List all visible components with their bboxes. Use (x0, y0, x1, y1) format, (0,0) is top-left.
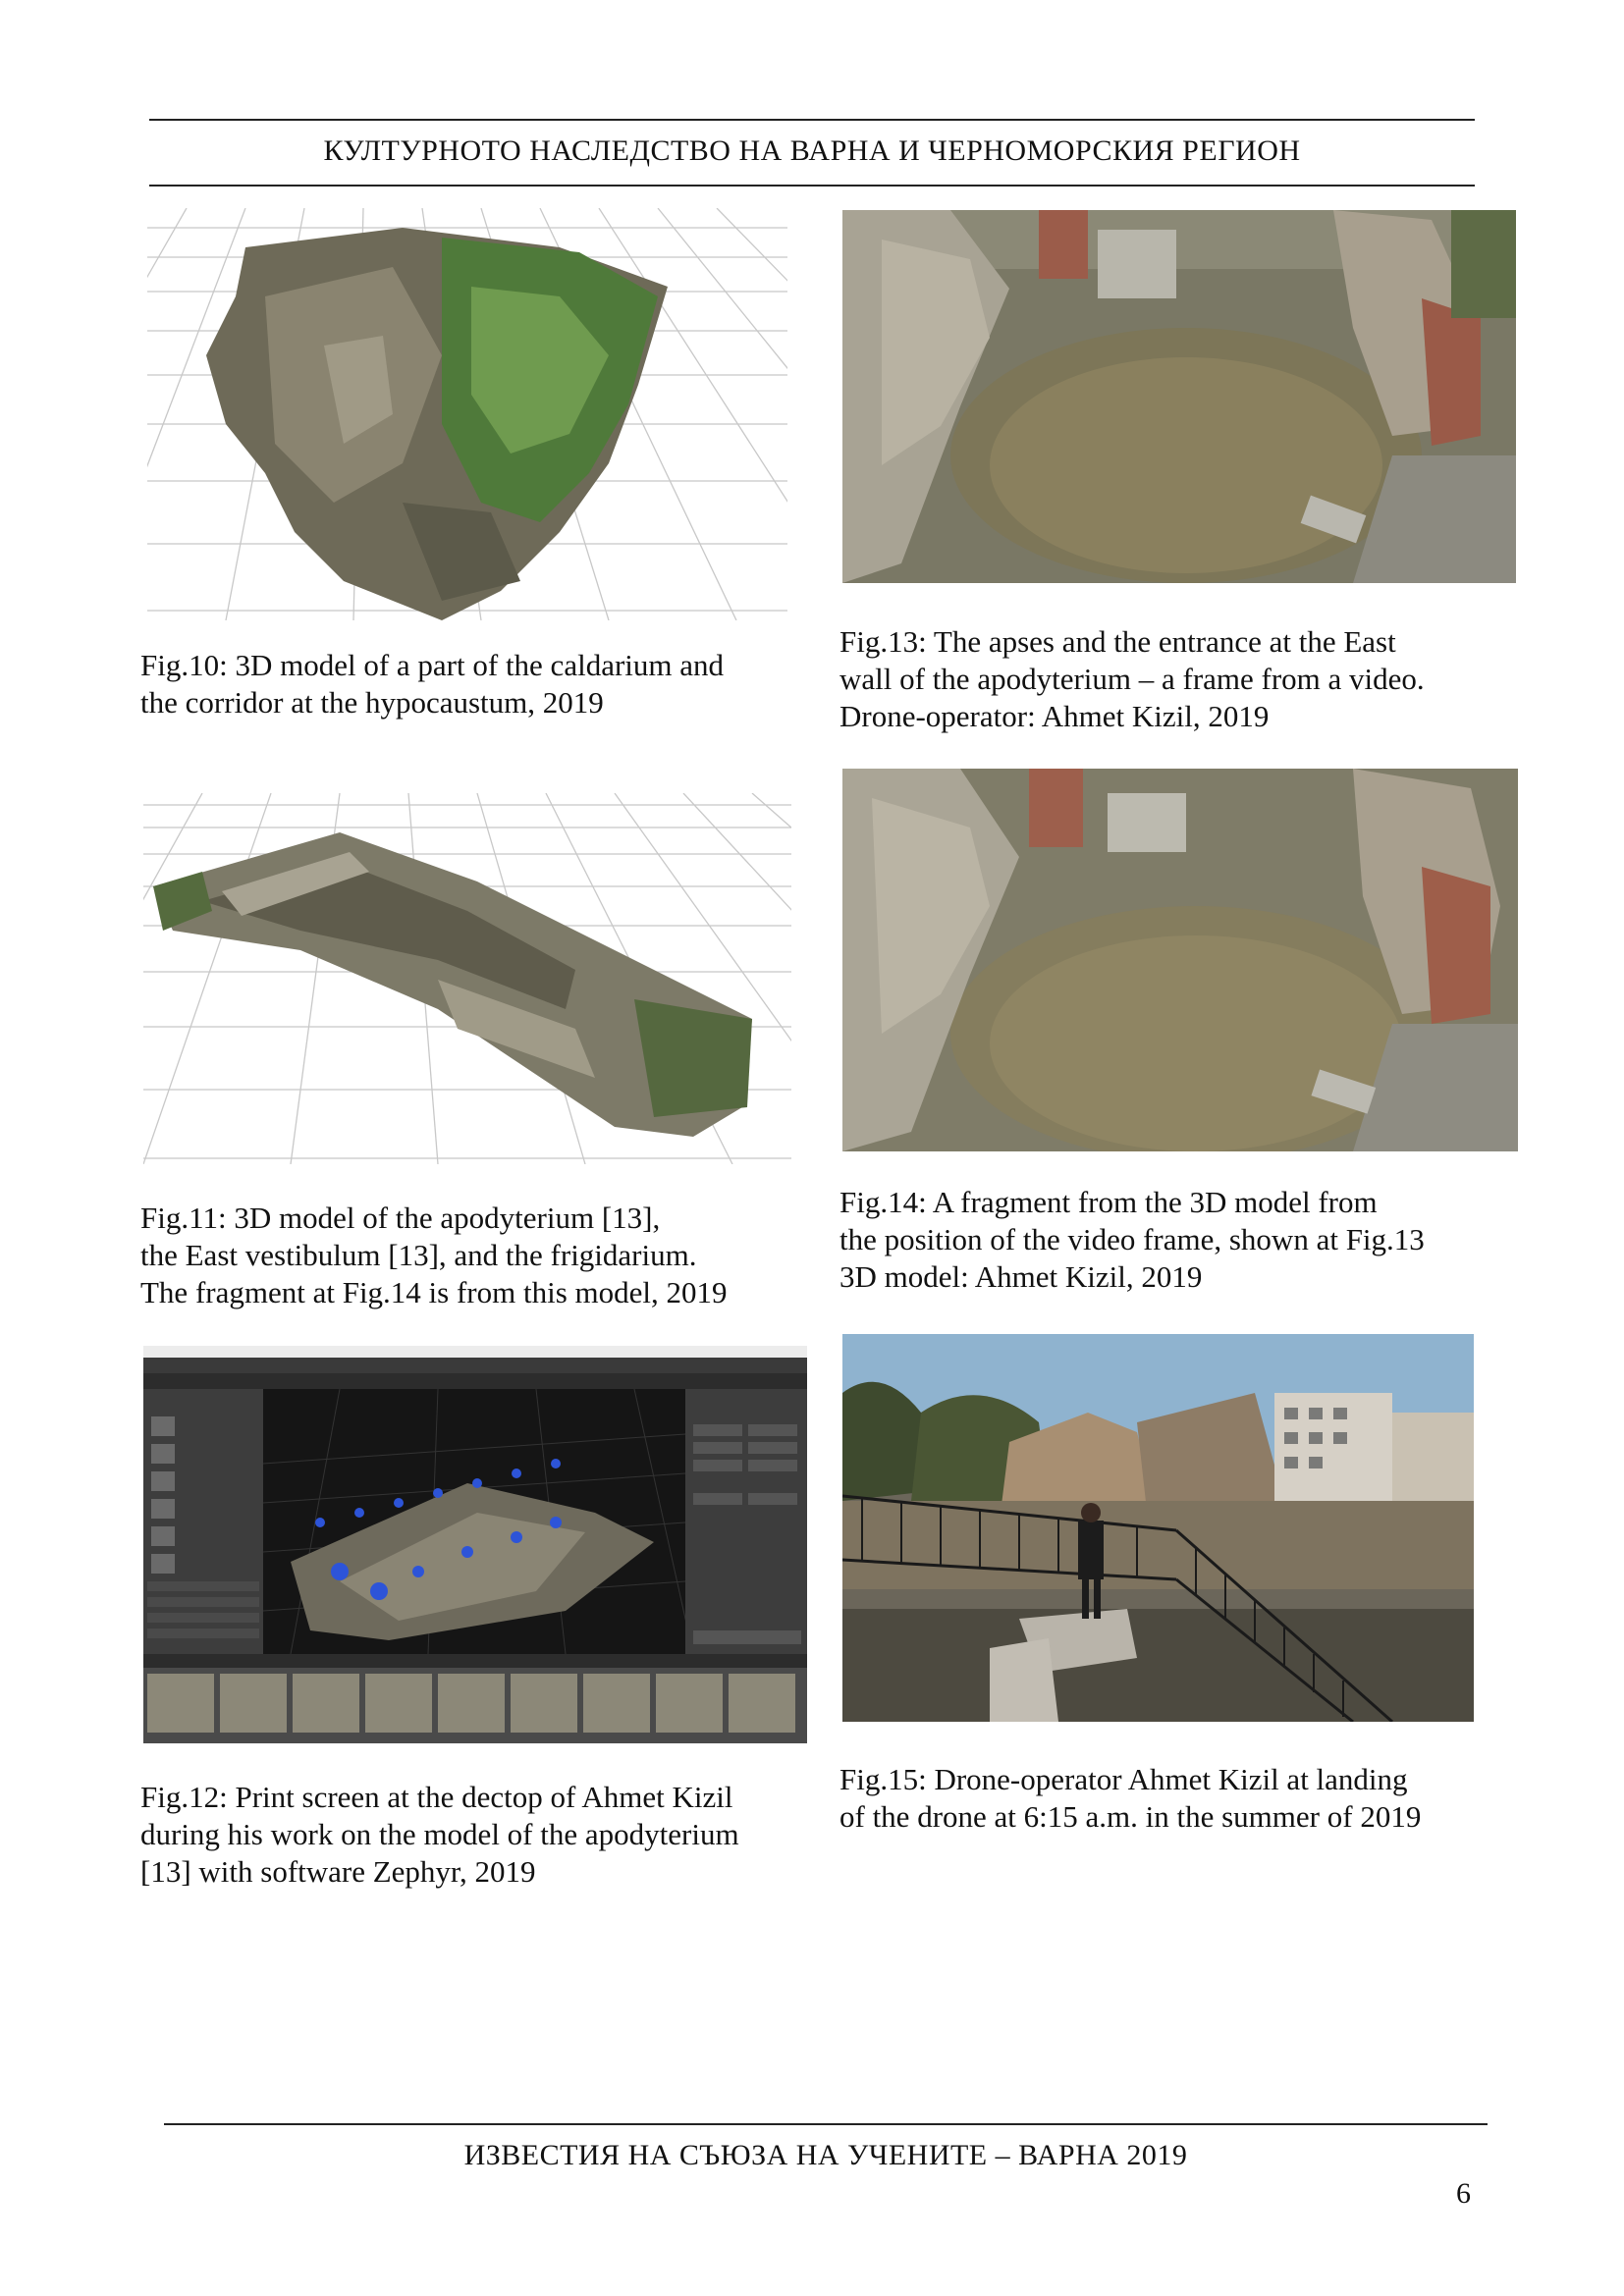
caption-line: the position of the video frame, shown at Fig.13 (839, 1222, 1425, 1256)
fig11-image (143, 793, 791, 1164)
caption-line: Fig.15: Drone-operator Ahmet Kizil at landing (839, 1762, 1408, 1796)
footer-rule (164, 2123, 1488, 2125)
fig13-caption (839, 623, 1425, 735)
fig15-caption (839, 1761, 1421, 1836)
caption-line: Fig.13: The apses and the entrance at the East (839, 624, 1396, 659)
header-bottom-rule (149, 185, 1475, 187)
caption-line: Fig.14: A fragment from the 3D model from (839, 1185, 1378, 1219)
caption-line: Drone-operator: Ahmet Kizil, 2019 (839, 699, 1270, 733)
header-top-rule (149, 119, 1475, 121)
caption-line: during his work on the model of the apodyterium (140, 1817, 739, 1851)
fig15-image (842, 1334, 1474, 1722)
fig11-caption (140, 1200, 728, 1311)
caption-line: Fig.11: 3D model of the apodyterium [13], (140, 1201, 661, 1235)
caption-line: 3D model: Ahmet Kizil, 2019 (839, 1259, 1203, 1294)
caption-line: Fig.10: 3D model of a part of the caldarium and (140, 648, 725, 682)
caption-line: The fragment at Fig.14 is from this model, 2019 (140, 1275, 728, 1309)
caption-line: of the drone at 6:15 a.m. in the summer of 2019 (839, 1799, 1422, 1834)
page-number: 6 (1456, 2177, 1471, 2210)
fig10-caption (140, 647, 724, 721)
fig13-image (842, 210, 1516, 583)
fig14-image (842, 769, 1518, 1151)
caption-line: the East vestibulum [13], and the frigidarium. (140, 1238, 697, 1272)
fig10-image (147, 208, 787, 620)
caption-line: Fig.12: Print screen at the dectop of Ahmet Kizil (140, 1780, 733, 1814)
running-header: КУЛТУРНОТО НАСЛЕДСТВО НА ВАРНА И ЧЕРНОМОРСКИЯ РЕГИОН (323, 134, 1301, 167)
fig14-caption (839, 1184, 1425, 1296)
caption-line: [13] with software Zephyr, 2019 (140, 1854, 536, 1889)
fig12-caption (140, 1779, 739, 1891)
caption-line: wall of the apodyterium – a frame from a video. (839, 662, 1425, 696)
caption-line: the corridor at the hypocaustum, 2019 (140, 685, 604, 720)
fig12-image (143, 1346, 807, 1743)
running-footer: ИЗВЕСТИЯ НА СЪЮЗА НА УЧЕНИТЕ – ВАРНА 2019 (463, 2139, 1188, 2171)
